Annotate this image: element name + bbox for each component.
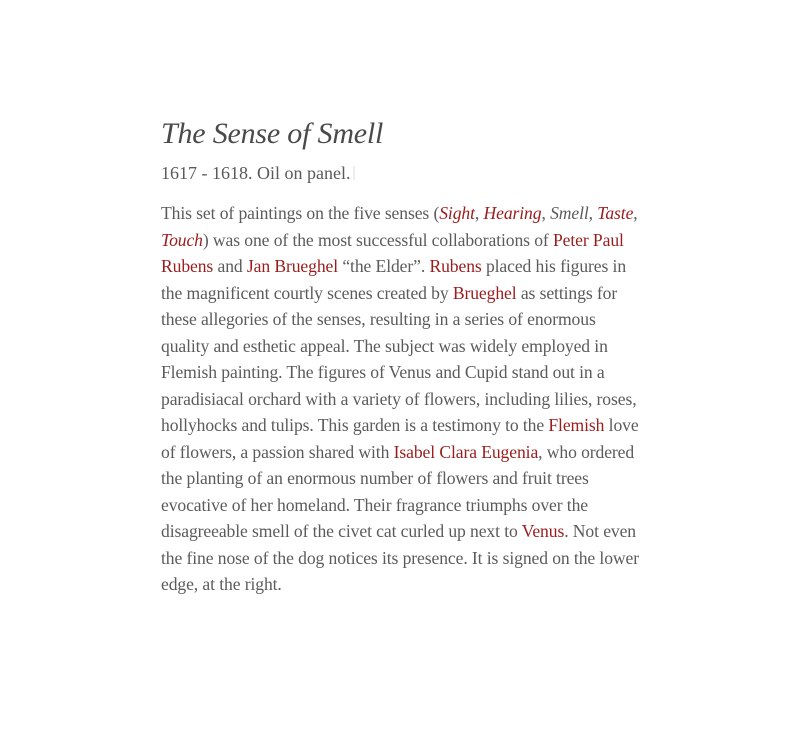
desc-text: “the Elder”.	[338, 256, 430, 276]
date-medium: 1617 - 1618. Oil on panel.	[161, 163, 351, 183]
desc-text: , who ordered the planting of an enormous number of flowers and fruit trees evocative of her homeland. Their fragrance triumphs over the disagreeable smell of the civet cat curled up next to	[161, 441, 635, 541]
link-flemish[interactable]: Flemish	[548, 415, 605, 435]
desc-comma: ,	[541, 203, 551, 223]
link-hearing[interactable]: Hearing	[483, 203, 542, 223]
link-rubens[interactable]: Rubens	[429, 256, 482, 276]
desc-text: placed his figures in the magnificent courtly scenes created by	[161, 256, 627, 303]
link-brueghel[interactable]: Brueghel	[452, 282, 517, 303]
artwork-meta	[161, 160, 641, 186]
desc-text: and	[213, 256, 247, 276]
artwork-description	[161, 200, 641, 598]
desc-text: . Not even the fine nose of the dog notices its presence. It is signed on the lower edge, at the right.	[161, 521, 639, 594]
artwork-article	[161, 112, 641, 598]
smell-label: Smell	[550, 203, 589, 223]
link-venus[interactable]: Venus	[521, 521, 565, 541]
link-sight[interactable]: Sight	[439, 203, 475, 223]
desc-comma: ,	[633, 203, 638, 223]
link-touch[interactable]: Touch	[161, 229, 203, 250]
desc-text: love of flowers, a passion shared with	[161, 415, 639, 462]
meta-marker	[353, 166, 355, 180]
desc-text: as settings for these allegories of the senses, resulting in a series of enormous quality and esthetic appeal. The subject was widely employed in Flemish painting. The figures of Venus and Cupid stand out in a paradisiacal orchard with a variety of flowers, including lilies, roses, hollyhocks and tulips. This garden is a testimony to the	[161, 282, 637, 435]
link-peter-paul-rubens[interactable]: Peter Paul Rubens	[161, 229, 624, 276]
artwork-title: The Sense of Smell	[161, 117, 384, 150]
desc-comma: ,	[588, 203, 598, 223]
link-isabel-clara-eugenia[interactable]: Isabel Clara Eugenia	[393, 441, 539, 462]
desc-text: ) was one of the most successful collaborations of	[202, 229, 553, 250]
link-jan-brueghel[interactable]: Jan Brueghel	[246, 256, 339, 276]
link-taste[interactable]: Taste	[597, 203, 634, 223]
desc-comma: ,	[474, 203, 484, 223]
desc-text-intro: This set of paintings on the five senses (	[161, 203, 440, 223]
